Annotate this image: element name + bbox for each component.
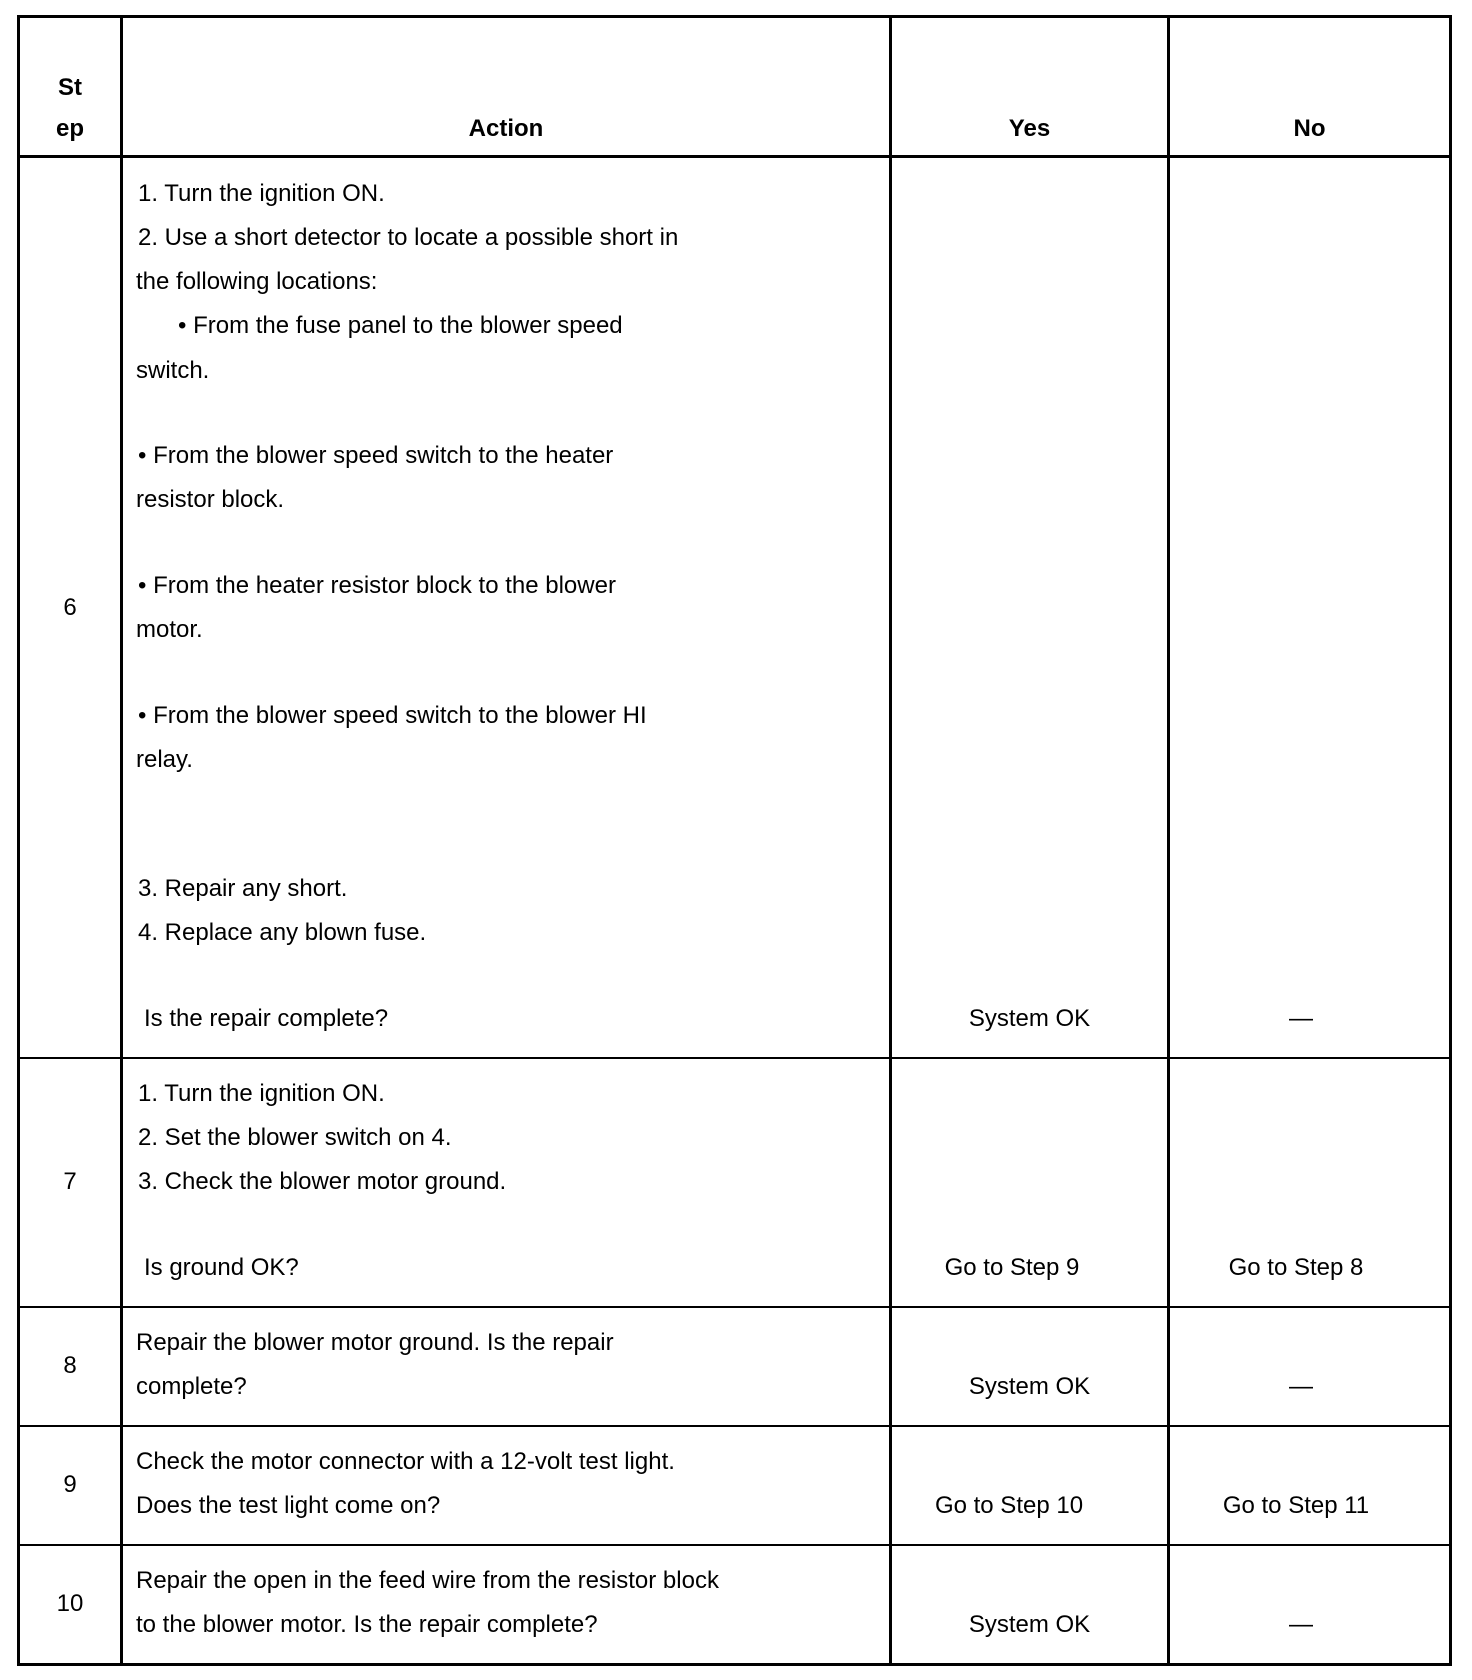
step-number: 7	[63, 1168, 77, 1195]
row-divider	[17, 1057, 1452, 1059]
row-divider	[17, 1544, 1452, 1546]
step-number: 10	[56, 1590, 84, 1617]
yes-result: Go to Step 9	[944, 1254, 1080, 1281]
action-question: Is the repair complete?	[144, 1005, 389, 1032]
header-step-line2: ep	[55, 115, 84, 142]
action-line: 3. Repair any short.	[138, 875, 348, 902]
header-no: No	[1293, 115, 1326, 142]
header-yes: Yes	[1008, 115, 1051, 142]
action-line: • From the blower speed switch to the heater	[138, 442, 614, 469]
yes-result: System OK	[968, 1373, 1091, 1400]
action-line: 4. Replace any blown fuse.	[138, 919, 427, 946]
column-divider	[889, 15, 892, 1666]
action-line: 2. Set the blower switch on 4.	[138, 1124, 452, 1151]
no-result: —	[1289, 1005, 1313, 1032]
yes-result: System OK	[968, 1005, 1091, 1032]
action-line: the following locations:	[136, 268, 378, 295]
row-divider	[17, 1425, 1452, 1427]
action-line: resistor block.	[136, 486, 285, 513]
action-line: 2. Use a short detector to locate a possible short in	[138, 224, 679, 251]
action-line: Does the test light come on?	[136, 1492, 441, 1519]
no-result: —	[1289, 1373, 1313, 1400]
table-border-top	[17, 15, 1452, 18]
action-line: motor.	[136, 616, 203, 643]
step-number: 6	[63, 594, 77, 621]
no-result: Go to Step 11	[1222, 1492, 1370, 1519]
column-divider	[120, 15, 123, 1666]
step-number: 9	[63, 1471, 77, 1498]
no-result: —	[1289, 1611, 1313, 1638]
action-line: • From the blower speed switch to the blower HI	[138, 702, 647, 729]
action-line: Repair the open in the feed wire from the resistor block	[136, 1567, 719, 1594]
yes-result: System OK	[968, 1611, 1091, 1638]
action-line: 1. Turn the ignition ON.	[138, 180, 385, 207]
action-question: Is ground OK?	[144, 1254, 299, 1281]
action-line: complete?	[136, 1373, 247, 1400]
action-line: Repair the blower motor ground. Is the repair	[136, 1329, 614, 1356]
yes-result: Go to Step 10	[934, 1492, 1084, 1519]
action-line: switch.	[136, 357, 210, 384]
column-divider	[1167, 15, 1170, 1666]
action-line: 3. Check the blower motor ground.	[138, 1168, 507, 1195]
table-border-bottom	[17, 1663, 1452, 1666]
header-step-line1: St	[58, 74, 82, 101]
row-divider	[17, 1306, 1452, 1308]
no-result: Go to Step 8	[1228, 1254, 1364, 1281]
header-divider	[17, 155, 1452, 158]
table-border-left	[17, 15, 20, 1666]
action-line: to the blower motor. Is the repair complete?	[136, 1611, 598, 1638]
action-line: 1. Turn the ignition ON.	[138, 1080, 385, 1107]
table-border-right	[1449, 15, 1452, 1666]
action-line: Check the motor connector with a 12-volt test light.	[136, 1448, 675, 1475]
action-line: • From the fuse panel to the blower speed	[178, 312, 623, 339]
action-line: relay.	[136, 746, 193, 773]
header-action: Action	[468, 115, 544, 142]
step-number: 8	[63, 1352, 77, 1379]
action-line: • From the heater resistor block to the blower	[138, 572, 616, 599]
